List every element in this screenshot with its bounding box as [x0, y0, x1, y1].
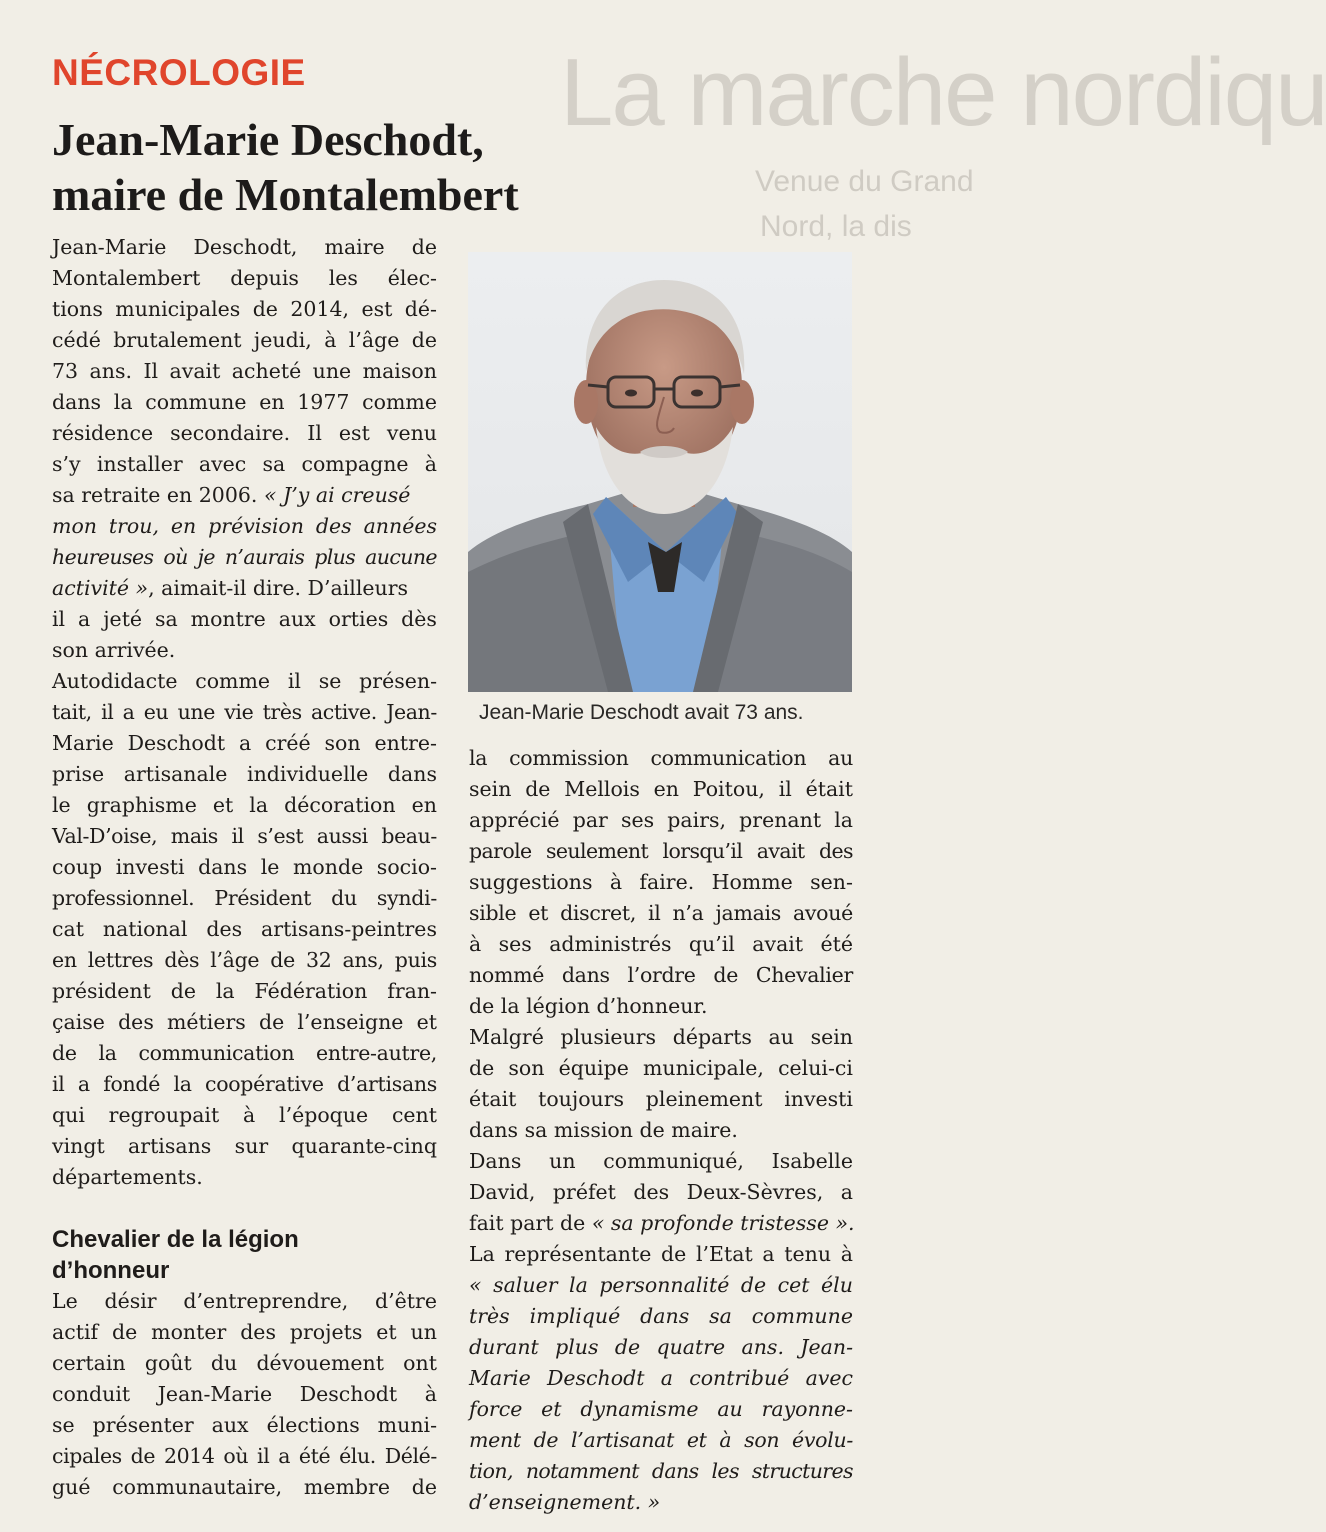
text-line: tait, il a eu une vie très active. Jean- — [52, 700, 437, 724]
portrait-illustration — [468, 252, 852, 692]
text-line: durant plus de quatre ans. Jean- — [469, 1335, 853, 1359]
text-line: David, préfet des Deux-Sèvres, a — [469, 1180, 853, 1204]
text-line: apprécié par ses pairs, prenant la — [469, 808, 853, 832]
text-line: prise artisanale individuelle dans — [52, 762, 437, 786]
text-line: coup investi dans le monde socio- — [52, 855, 437, 879]
text-line: cédé brutalement jeudi, à l’âge de — [52, 328, 437, 352]
text-line: de son équipe municipale, celui-ci — [469, 1056, 853, 1080]
text-line: qui regroupait à l’époque cent — [52, 1103, 437, 1127]
text-line: résidence secondaire. Il est venu — [52, 421, 437, 445]
text-line: en lettres dès l’âge de 32 ans, puis — [52, 948, 437, 972]
text-line: Val-D’oise, mais il s’est aussi beau- — [52, 824, 437, 848]
text-line: de la communication entre-autre, — [52, 1041, 437, 1065]
text-line: Montalembert depuis les élec- — [52, 266, 437, 290]
text-line: tions municipales de 2014, est dé- — [52, 297, 437, 321]
text-line: activité », aimait-il dire. D’ailleurs — [52, 576, 409, 600]
text-line: force et dynamisme au rayonne- — [469, 1397, 853, 1421]
bleed-through-subtitle-2: Nord, la dis — [760, 210, 912, 243]
text-line: était toujours pleinement investi — [469, 1087, 853, 1111]
bleed-through-headline: La marche nordiqu — [560, 39, 1326, 146]
text-line: il a jeté sa montre aux orties dès — [52, 607, 437, 631]
text-line: tion, notamment dans les structures — [469, 1459, 853, 1483]
text-line: suggestions à faire. Homme sen- — [469, 870, 853, 894]
quote: « sa profonde tristesse ». — [591, 1211, 855, 1235]
text-line: fait part de « sa profonde tristesse ». — [469, 1211, 855, 1235]
text-line: Malgré plusieurs départs au sein — [469, 1025, 853, 1049]
text-line: La représentante de l’Etat a tenu à — [469, 1242, 853, 1266]
text-line: cipales de 2014 où il a été élu. Délé- — [52, 1444, 437, 1468]
quote: d’enseignement. » — [469, 1490, 661, 1514]
text-line: la commission communication au — [469, 746, 853, 770]
text-line: « saluer la personnalité de cet élu — [469, 1273, 853, 1297]
text-line: Marie Deschodt a contribué avec — [469, 1366, 853, 1390]
photo-caption: Jean-Marie Deschodt avait 73 ans. — [479, 701, 804, 724]
text-line: vingt artisans sur quarante-cinq — [52, 1134, 437, 1158]
text-line: de la légion d’honneur. — [469, 994, 708, 1018]
subhead-line: d’honneur — [52, 1257, 170, 1284]
subhead-line: Chevalier de la légion — [52, 1226, 299, 1253]
text-line: conduit Jean-Marie Deschodt à — [52, 1382, 437, 1406]
text-line: le graphisme et la décoration en — [52, 793, 437, 817]
quote: « J’y ai creusé — [263, 483, 411, 507]
text-line: départements. — [52, 1165, 203, 1189]
article-column-left — [52, 232, 437, 1503]
text-line: nommé dans l’ordre de Chevalier — [469, 963, 853, 987]
text-line: actif de monter des projets et un — [52, 1320, 437, 1344]
text-line: s’y installer avec sa compagne à — [52, 452, 437, 476]
text-line: heureuses où je n’aurais plus aucune — [52, 545, 437, 569]
text-line: ment de l’artisanat et à son évolu- — [469, 1428, 853, 1452]
text-line — [469, 1487, 853, 1518]
text-line: çaise des métiers de l’enseigne et — [52, 1010, 437, 1034]
text-line: cat national des artisans-peintres — [52, 917, 437, 941]
text-line: très impliqué dans sa commune — [469, 1304, 853, 1328]
section-rubric: NÉCROLOGIE — [52, 52, 306, 93]
text-line: se présenter aux élections muni- — [52, 1413, 437, 1437]
text-line: Le désir d’entreprendre, d’être — [52, 1289, 437, 1313]
section-subhead — [52, 1224, 437, 1286]
text-line: certain goût du dévouement ont — [52, 1351, 437, 1375]
text-line: à ses administrés qu’il avait été — [469, 932, 853, 956]
text-line: sa retraite en 2006. « J’y ai creusé — [52, 483, 411, 507]
text-line: Jean-Marie Deschodt, maire de — [52, 235, 437, 259]
article-headline — [52, 112, 612, 222]
text-line: Dans un communiqué, Isabelle — [469, 1149, 853, 1173]
text-line: dans la commune en 1977 comme — [52, 390, 437, 414]
text-line: mon trou, en prévision des années — [52, 514, 437, 538]
text-line: Autodidacte comme il se présen- — [52, 669, 437, 693]
text-line: Marie Deschodt a créé son entre- — [52, 731, 437, 755]
headline-line: Jean-Marie Deschodt, — [52, 114, 484, 165]
text-line: gué communautaire, membre de — [52, 1475, 437, 1499]
text-line: parole seulement lorsqu’il avait des — [469, 839, 853, 863]
text-line: président de la Fédération fran- — [52, 979, 437, 1003]
text-line: dans sa mission de maire. — [469, 1118, 738, 1142]
text-line: sein de Mellois en Poitou, il était — [469, 777, 853, 801]
text-line: professionnel. Président du syndi- — [52, 886, 437, 910]
article-column-right — [469, 743, 853, 1518]
text-line: son arrivée. — [52, 638, 176, 662]
headline-line: maire de Montalembert — [52, 169, 519, 220]
text-line: 73 ans. Il avait acheté une maison — [52, 359, 437, 383]
text-line: sible et discret, il n’a jamais avoué — [469, 901, 853, 925]
bleed-through-subtitle: Venue du Grand — [755, 165, 974, 198]
text-line: il a fondé la coopérative d’artisans — [52, 1072, 437, 1096]
quote: activité » — [52, 576, 149, 600]
portrait-photo — [468, 252, 852, 692]
